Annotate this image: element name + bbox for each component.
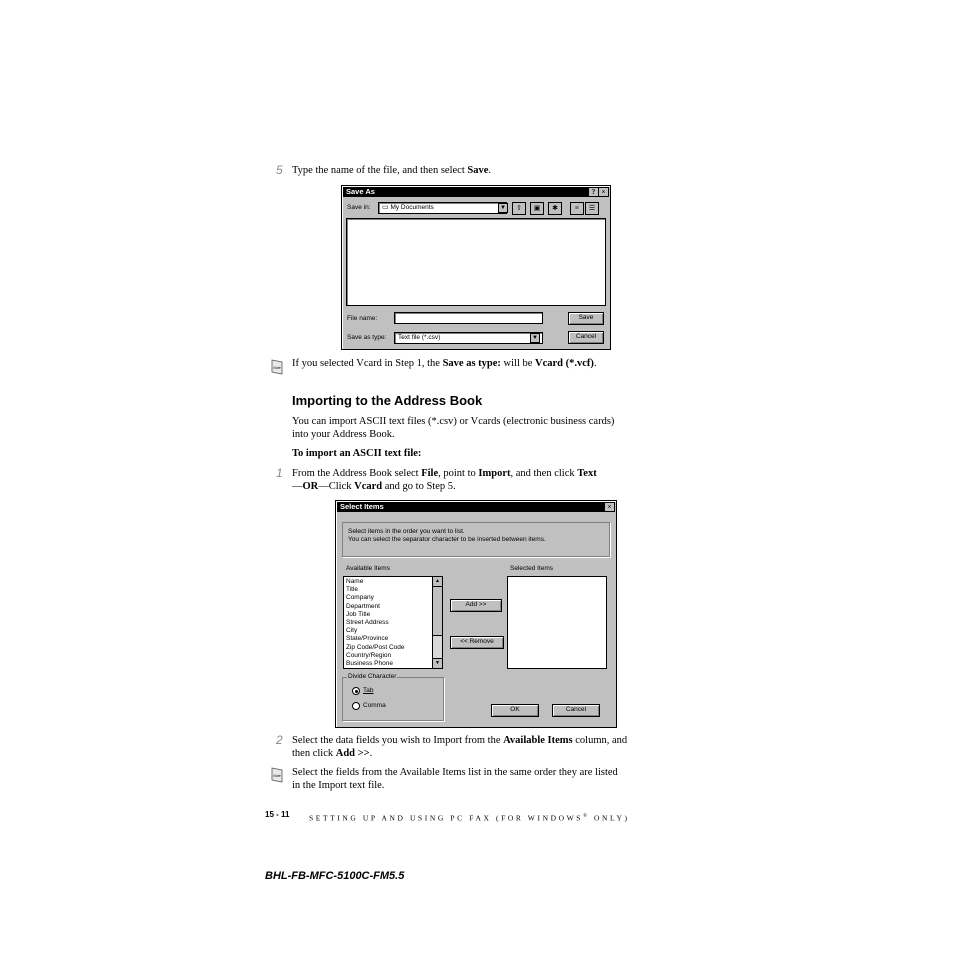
list-item[interactable]: Country/Region	[346, 651, 392, 659]
folder-icon: ▭	[382, 204, 389, 211]
scrollbar[interactable]	[432, 577, 442, 668]
svg-text:Note: Note	[273, 366, 281, 370]
comma-radio[interactable]	[352, 702, 360, 710]
list-item[interactable]: Street Address	[346, 619, 389, 627]
save-as-type-label: Save as type:	[347, 334, 387, 341]
save-button[interactable]: Save	[568, 312, 604, 325]
note-2-line-2: in the Import text file.	[292, 780, 385, 791]
step-number: 2	[276, 733, 283, 747]
step-2-line-1: Select the data fields you wish to Import from the Available Items column, and	[292, 735, 628, 746]
note-icon	[270, 767, 284, 783]
up-folder-icon[interactable]: ⇧	[512, 202, 526, 215]
chevron-up-icon[interactable]: ▲	[433, 577, 442, 587]
list-item[interactable]: Zip Code/Post Code	[346, 643, 405, 651]
subheading: To import an ASCII text file:	[292, 448, 422, 459]
close-button[interactable]: ×	[604, 502, 615, 512]
select-items-dialog	[335, 500, 617, 728]
page-number: 15 - 11	[265, 810, 290, 819]
scrollbar-thumb[interactable]	[433, 587, 442, 636]
list-item[interactable]: Company	[346, 594, 374, 602]
dialog-title: Select Items	[337, 502, 615, 512]
file-list-area[interactable]	[346, 218, 606, 306]
note-2-line-1: Select the fields from the Available Items list in the same order they are listed	[292, 767, 618, 778]
intro-line-2: into your Address Book.	[292, 429, 395, 440]
chevron-down-icon[interactable]: ▼	[530, 333, 540, 343]
chapter-title: SETTING UP AND USING PC FAX (FOR WINDOWS® ONLY)	[309, 813, 630, 823]
step-5-text: Type the name of the file, and then select Save.	[292, 165, 491, 176]
new-folder-icon[interactable]: ✱	[548, 202, 562, 215]
selected-items-list[interactable]	[507, 576, 607, 669]
tab-radio[interactable]	[352, 687, 360, 695]
list-item[interactable]: Job Title	[346, 610, 371, 618]
step-1-line-2: —OR—Click Vcard and go to Step 5.	[292, 481, 456, 492]
info-line-1: Select items in the order you want to list.	[348, 528, 465, 535]
available-items-label: Available Items	[346, 565, 390, 572]
svg-text:Note: Note	[273, 774, 281, 778]
dialog-title: Save As	[343, 187, 609, 197]
file-name-label: File name:	[347, 315, 378, 322]
cancel-button[interactable]: Cancel	[552, 704, 600, 717]
details-view-icon[interactable]: ☰	[585, 202, 599, 215]
save-in-dropdown[interactable]: ▭ My Documents	[378, 202, 507, 214]
list-item[interactable]: Title	[346, 586, 359, 594]
selected-items-label: Selected Items	[510, 565, 553, 572]
save-as-dialog	[341, 185, 611, 350]
add-button[interactable]: Add >>	[450, 599, 502, 612]
section-heading: Importing to the Address Book	[292, 393, 483, 408]
intro-line-1: You can import ASCII text files (*.csv) or Vcards (electronic business cards)	[292, 416, 615, 427]
list-item[interactable]: Name	[346, 578, 364, 585]
list-view-icon[interactable]: ≡	[570, 202, 584, 215]
divide-character-label: Divide Character	[348, 673, 397, 680]
step-1-line-1: From the Address Book select File, point to Import, and then click Text	[292, 468, 597, 479]
note-text: If you selected Vcard in Step 1, the Save as type: will be Vcard (*.vcf).	[292, 358, 597, 369]
info-box	[342, 522, 610, 557]
document-id: BHL-FB-MFC-5100C-FM5.5	[265, 870, 405, 882]
chevron-down-icon[interactable]: ▼	[433, 658, 442, 668]
close-button[interactable]: ×	[598, 187, 609, 197]
list-item[interactable]: City	[346, 627, 358, 635]
desktop-icon[interactable]: ▣	[530, 202, 544, 215]
step-2-line-2: then click Add >>.	[292, 748, 373, 759]
tab-label: Tab	[363, 687, 374, 694]
list-item[interactable]: Department	[346, 602, 380, 610]
save-in-label: Save in:	[347, 204, 371, 211]
comma-label: Comma	[363, 702, 386, 709]
remove-button[interactable]: << Remove	[450, 636, 504, 649]
divide-character-group	[342, 677, 444, 721]
help-button[interactable]: ?	[588, 187, 599, 197]
info-line-2: You can select the separator character to be inserted between items.	[348, 536, 546, 543]
available-items-list[interactable]	[343, 576, 443, 669]
ok-button[interactable]: OK	[491, 704, 539, 717]
note-icon	[270, 359, 284, 375]
chevron-down-icon[interactable]: ▼	[498, 203, 508, 213]
step-number: 5	[276, 163, 283, 177]
list-item[interactable]: Business Phone	[346, 660, 393, 668]
save-as-type-dropdown[interactable]: Text file (*.csv)	[394, 332, 543, 344]
cancel-button[interactable]: Cancel	[568, 331, 604, 344]
list-item[interactable]: State/Province	[346, 635, 389, 643]
step-number: 1	[276, 466, 283, 480]
file-name-input[interactable]	[394, 312, 543, 324]
